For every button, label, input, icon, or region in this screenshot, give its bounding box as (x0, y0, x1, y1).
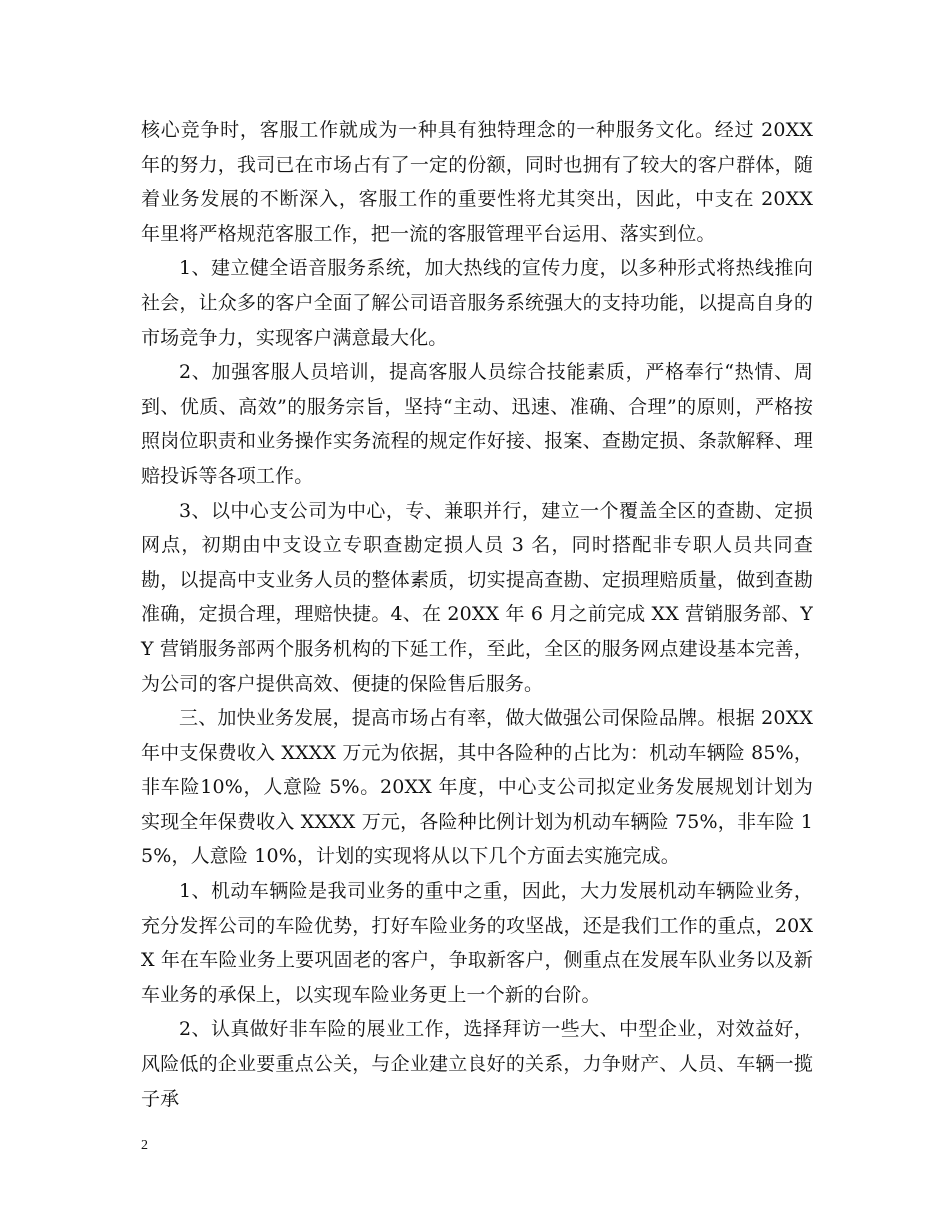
paragraph-staff-training: 2、加强客服人员培训，提高客服人员综合技能素质，严格奉行“热情、周到、优质、高效”的服务宗旨，坚持“主动、迅速、准确、合理”的原则，严格按照岗位职责和业务操作实务流程的规定作好接、报案、查勘定损、条款解释、理赔投诉等各项工作。 (141, 361, 813, 487)
page-number: 2 (141, 1138, 148, 1153)
paragraph-voice-service-system: 1、建立健全语音服务系统，加大热线的宣传力度，以多种形式将热线推向社会，让众多的客户全面了解公司语音服务系统强大的支持功能，以提高自身的市场竞争力，实现客户满意最大化。 (141, 257, 813, 349)
document-page-body (141, 113, 813, 1116)
paragraph-non-vehicle-insurance: 2、认真做好非车险的展业工作，选择拜访一些大、中型企业，对效益好，风险低的企业要重点公关，与企业建立良好的关系，力争财产、人员、车辆一揽子承 (141, 1018, 813, 1110)
paragraph-business-development: 三、加快业务发展，提高市场占有率，做大做强公司保险品牌。根据 20XX 年中支保费收入 XXXX 万元为依据，其中各险种的占比为：机动车辆险 85%，非车险10%，人意险 5%。20XX 年度，中心支公司拟定业务发展规划计划为实现全年保费收入 XXXX 万元，各险种比例计划为机动车辆险 75%，非车险 15%，人意险 10%，计划的实现将从以下几个方面去实施完成。 (141, 707, 813, 868)
paragraph-survey-network: 3、以中心支公司为中心，专、兼职并行，建立一个覆盖全区的查勘、定损网点，初期由中支设立专职查勘定损人员 3 名，同时搭配非专职人员共同查勘，以提高中支业务人员的整体素质，切实提高查勘、定损理赔质量，做到查勘准确，定损合理，理赔快捷。4、在 20XX 年 6 月之前完成 XX 营销服务部、YY 营销服务部两个服务机构的下延工作，至此，全区的服务网点建设基本完善，为公司的客户提供高效、便捷的保险售后服务。 (141, 499, 813, 695)
paragraph-motor-vehicle-insurance: 1、机动车辆险是我司业务的重中之重，因此，大力发展机动车辆险业务，充分发挥公司的车险优势，打好车险业务的攻坚战，还是我们工作的重点，20XX 年在车险业务上要巩固老的客户，争取新客户，侧重点在发展车队业务以及新车业务的承保上，以实现车险业务更上一个新的台阶。 (141, 880, 813, 1006)
paragraph-continuation-service-culture: 核心竞争时，客服工作就成为一种具有独特理念的一种服务文化。经过 20XX 年的努力，我司已在市场占有了一定的份额，同时也拥有了较大的客户群体，随着业务发展的不断深入，客服工作的重要性将尤其突出，因此，中支在 20XX 年里将严格规范客服工作，把一流的客服管理平台运用、落实到位。 (141, 119, 813, 245)
